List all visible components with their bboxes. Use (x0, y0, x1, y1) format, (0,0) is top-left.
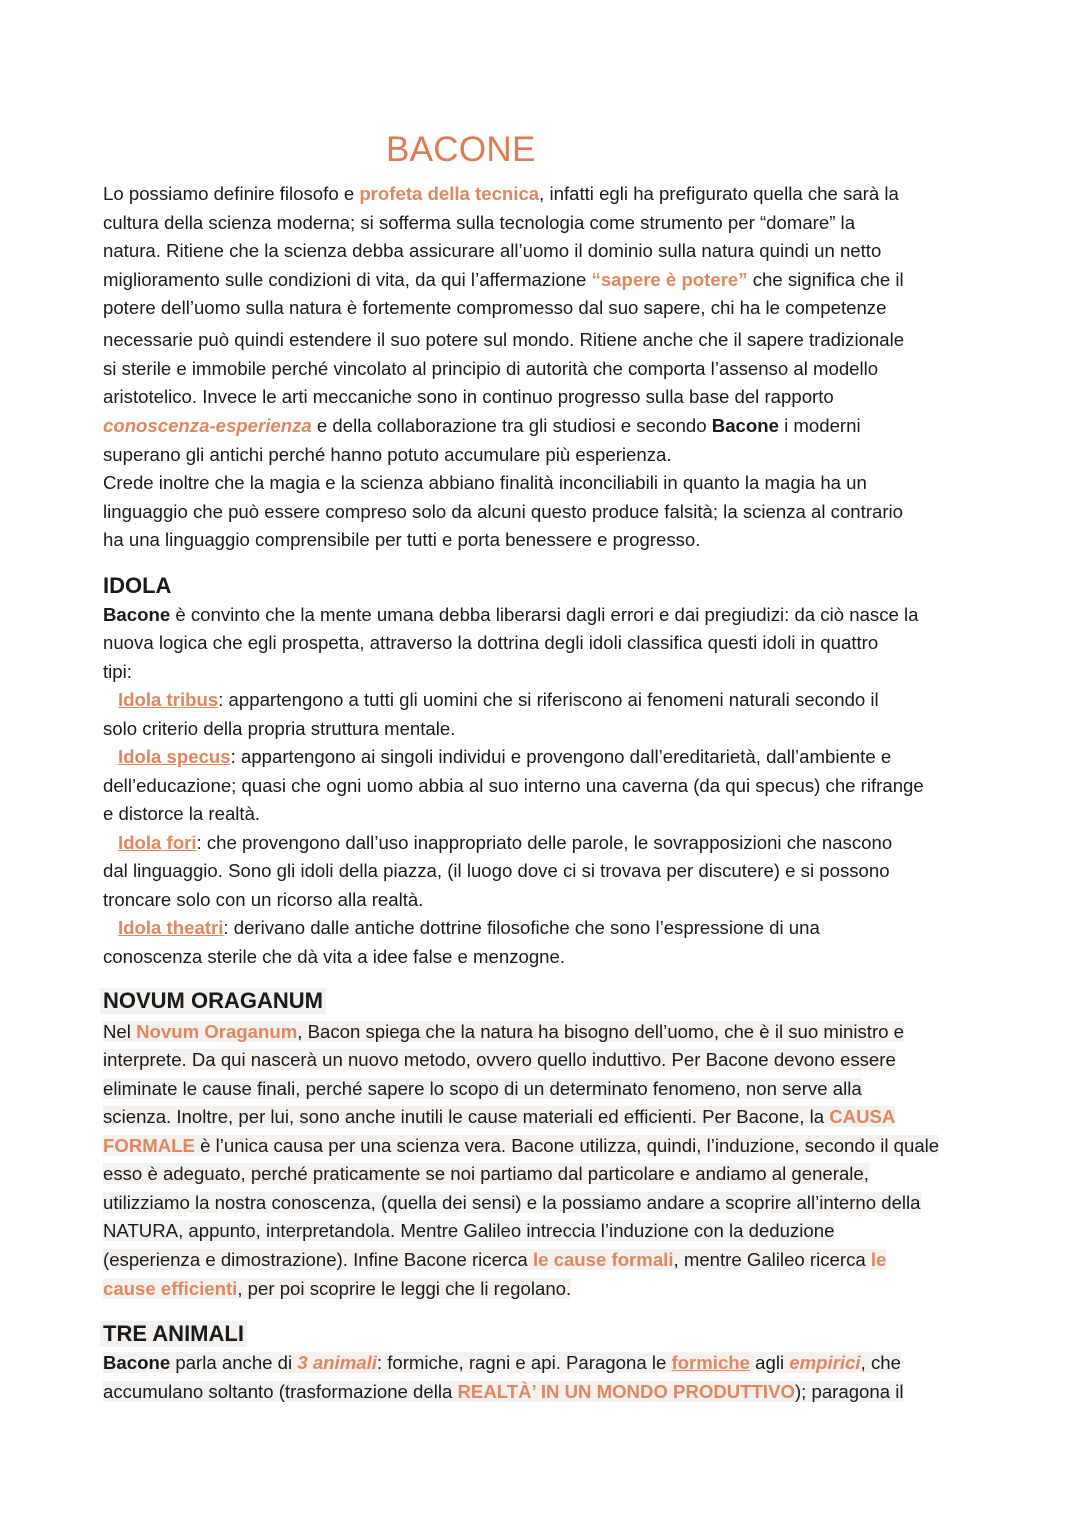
highlight-text: le cause formali (532, 1249, 674, 1270)
text: è l’unica causa per una scienza vera. Bacone utilizza, quindi, l’induzione, secondo il quale (194, 1135, 940, 1156)
intro-line (103, 415, 861, 437)
idola-theatri-line (118, 917, 820, 939)
text: , che (860, 1352, 901, 1373)
idola-tribus-label: Idola tribus (118, 689, 219, 710)
novum-line (103, 1249, 886, 1271)
tre-line (103, 1352, 901, 1374)
text: NATURA, appunto, interpretandola. Mentre Galileo intreccia l’induzione con la deduzione (103, 1220, 835, 1241)
highlight-text: Novum Oraganum (136, 1021, 298, 1042)
novum-line (103, 1021, 904, 1043)
novum-line (103, 1163, 869, 1185)
bold-text: Bacone (103, 1352, 171, 1373)
text: che significa che il (747, 269, 904, 290)
text: , Bacon spiega che la natura ha bisogno dell’uomo, che è il suo ministro e (297, 1021, 904, 1042)
text: Lo possiamo definire filosofo e (103, 183, 360, 204)
intro-line: linguaggio che può essere compreso solo da alcuni questo produce falsità; la scienza al contrario (103, 501, 904, 522)
page-title: BACONE (386, 130, 536, 169)
intro-line: necessarie può quindi estendere il suo potere sul mondo. Ritiene anche che il sapere tradizionale (103, 329, 905, 350)
bold-text: Bacone (103, 604, 171, 625)
text: eliminate le cause finali, perché sapere lo scopo di un determinato fenomeno, non serve alla (103, 1078, 862, 1099)
text: ); paragona il (794, 1381, 904, 1402)
intro-line: superano gli antichi perché hanno potuto accumulare più esperienza. (103, 444, 672, 465)
idola-tribus-line (118, 689, 879, 711)
text: (esperienza e dimostrazione). Infine Bacone ricerca (103, 1249, 533, 1270)
idola-line: tipi: (103, 661, 132, 682)
bold-text: Bacone (711, 415, 779, 436)
novum-line (103, 1278, 571, 1300)
idola-line: nuova logica che egli prospetta, attraverso la dottrina degli idoli classifica questi idoli in quattro (103, 632, 879, 653)
novum-line (103, 1192, 921, 1214)
text: miglioramento sulle condizioni di vita, da qui l’affermazione (103, 269, 592, 290)
text: interprete. Da qui nascerà un nuovo metodo, ovvero quello induttivo. Per Bacone devono essere (103, 1049, 896, 1070)
text: : derivano dalle antiche dottrine filosofiche che sono l’espressione di una (223, 917, 820, 938)
intro-line: natura. Ritiene che la scienza debba assicurare all’uomo il dominio sulla natura quindi un netto (103, 240, 882, 261)
text: è convinto che la mente umana debba liberarsi dagli errori e dai pregiudizi: da ciò nasce la (170, 604, 919, 625)
idola-specus-label: Idola specus (118, 746, 231, 767)
novum-line (103, 1049, 896, 1071)
section-heading-novum: NOVUM ORAGANUM (100, 988, 326, 1014)
highlight-text: conoscenza-esperienza (103, 415, 312, 436)
text: esso è adeguato, perché praticamente se noi partiamo dal particolare e andiamo al generale, (103, 1163, 869, 1184)
idola-line (103, 604, 919, 626)
text: , mentre Galileo ricerca (673, 1249, 871, 1270)
section-heading-tre-animali: TRE ANIMALI (100, 1321, 247, 1347)
text: : formiche, ragni e api. Paragona le (376, 1352, 672, 1373)
idola-line: e distorce la realtà. (103, 803, 261, 824)
intro-line: potere dell’uomo sulla natura è fortemente compromesso dal suo sapere, chi ha le competenze (103, 297, 887, 318)
text: scienza. Inoltre, per lui, sono anche inutili le cause materiali ed efficienti. Per Bacone, la (103, 1106, 830, 1127)
idola-line: dal linguaggio. Sono gli idoli della piazza, (il luogo dove ci si trovava per discutere) e si possono (103, 860, 890, 881)
text: utilizziamo la nostra conoscenza, (quella dei sensi) e la possiamo andare a scoprire all’interno della (103, 1192, 921, 1213)
intro-line: cultura della scienza moderna; si sofferma sulla tecnologia come strumento per “domare” la (103, 212, 856, 233)
highlight-text: formiche (671, 1352, 751, 1373)
novum-line (103, 1106, 895, 1128)
text: accumulano soltanto (trasformazione della (103, 1381, 458, 1402)
highlight-text: CAUSA (829, 1106, 896, 1127)
text: : che provengono dall’uso inappropriato delle parole, le sovrapposizioni che nascono (196, 832, 893, 853)
highlight-text: le (870, 1249, 887, 1270)
highlight-text: “sapere è potere” (591, 269, 748, 290)
section-heading-idola: IDOLA (103, 573, 172, 598)
highlight-text: REALTÀ’ IN UN MONDO PRODUTTIVO (457, 1381, 795, 1402)
intro-line (103, 183, 899, 205)
text: , infatti egli ha prefigurato quella che sarà la (539, 183, 899, 204)
highlight-text: FORMALE (103, 1135, 195, 1156)
intro-line: Crede inoltre che la magia e la scienza abbiano finalità inconciliabili in quanto la magia ha un (103, 472, 867, 493)
text: , per poi scoprire le leggi che li regolano. (237, 1278, 572, 1299)
highlight-text: 3 animali (297, 1352, 377, 1373)
text: e della collaborazione tra gli studiosi e secondo (311, 415, 712, 436)
idola-specus-line (118, 746, 891, 768)
text: : appartengono a tutti gli uomini che si riferiscono ai fenomeni naturali secondo il (218, 689, 879, 710)
text: agli (750, 1352, 790, 1373)
intro-line (103, 269, 904, 291)
idola-line: dell’educazione; quasi che ogni uomo abbia al suo interno una caverna (da qui specus) che rifrange (103, 775, 924, 796)
idola-line: conoscenza sterile che dà vita a idee false e menzogne. (103, 946, 566, 967)
tre-line (103, 1381, 903, 1403)
highlight-text: profeta della tecnica (359, 183, 540, 204)
idola-line: solo criterio della propria struttura mentale. (103, 718, 456, 739)
novum-line (103, 1135, 939, 1157)
intro-line: ha una linguaggio comprensibile per tutti e porta benessere e progresso. (103, 529, 701, 550)
highlight-text: cause efficienti (103, 1278, 238, 1299)
intro-line: aristotelico. Invece le arti meccaniche sono in continuo progresso sulla base del rapporto (103, 386, 834, 407)
intro-line: si sterile e immobile perché vincolato al principio di autorità che comporta l’assenso al modello (103, 358, 879, 379)
idola-theatri-label: Idola theatri (118, 917, 224, 938)
novum-line (103, 1220, 834, 1242)
highlight-text: empirici (789, 1352, 861, 1373)
novum-line (103, 1078, 862, 1100)
text: Nel (103, 1021, 137, 1042)
idola-fori-line (118, 832, 892, 854)
text: parla anche di (170, 1352, 298, 1373)
text: : appartengono ai singoli individui e provengono dall’ereditarietà, dall’ambiente e (230, 746, 892, 767)
idola-fori-label: Idola fori (118, 832, 197, 853)
text: i moderni (778, 415, 861, 436)
idola-line: troncare solo con un ricorso alla realtà. (103, 889, 424, 910)
